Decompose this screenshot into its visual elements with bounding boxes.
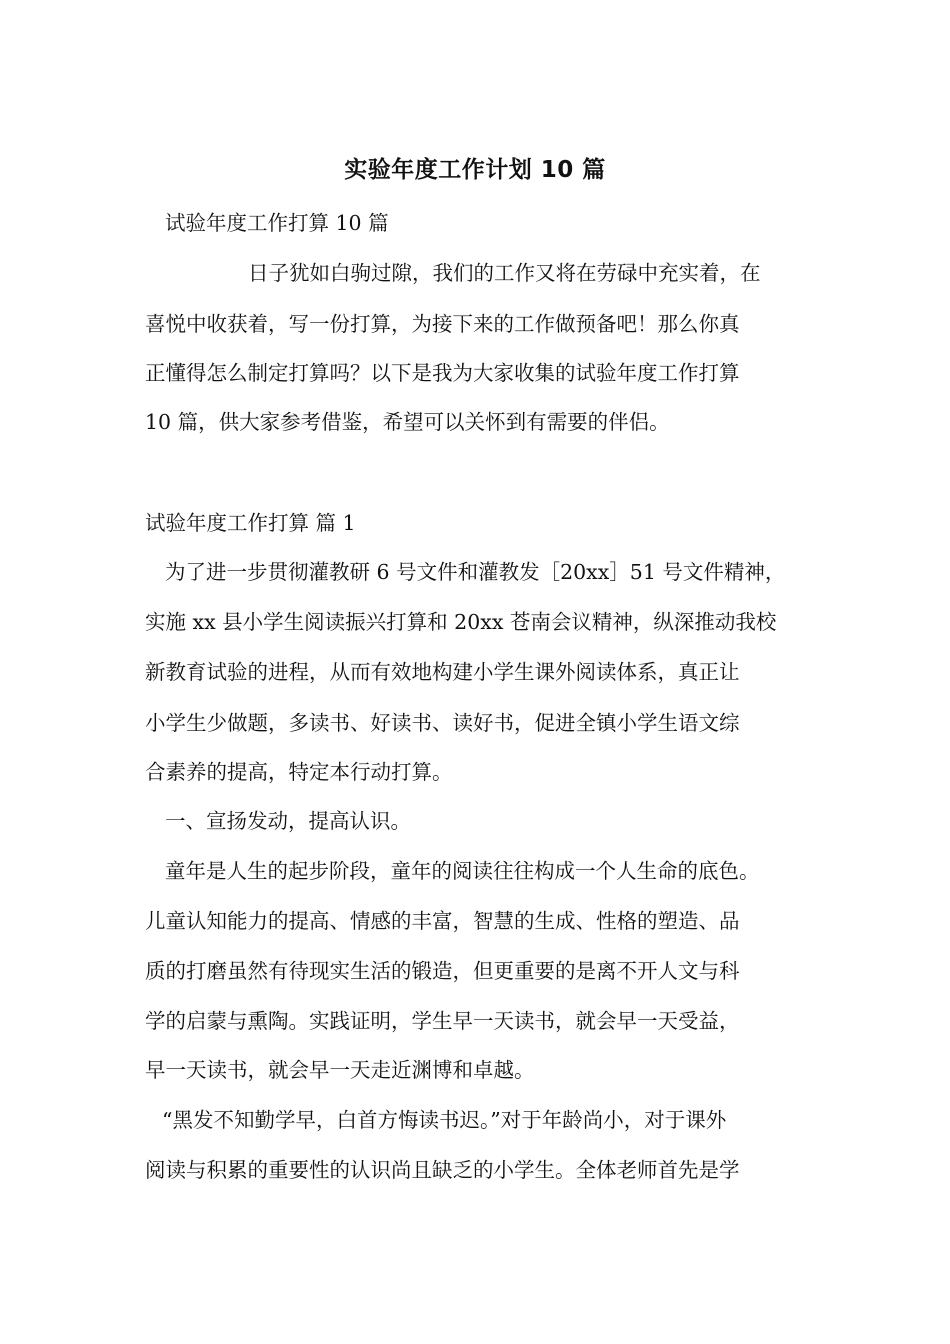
section-heading: 试验年度工作打算 篇 1 (145, 511, 356, 535)
document-title: 实验年度工作计划 10 篇 (344, 157, 606, 183)
paragraph-line: 小学生少做题，多读书、好读书、读好书，促进全镇小学生语文综 (145, 711, 740, 735)
item-heading: 一、宣扬发动，提高认识。 (165, 809, 411, 833)
intro-line: 喜悦中收获着，写一份打算，为接下来的工作做预备吧！那么你真 (145, 312, 740, 336)
intro-line: 正懂得怎么制定打算吗？以下是我为大家收集的试验年度工作打算 (145, 361, 740, 385)
intro-line: 10 篇，供大家参考借鉴，希望可以关怀到有需要的伴侣。 (145, 410, 670, 434)
paragraph-line: 为了进一步贯彻灌教研 6 号文件和灌教发［20xx］51 号文件精神， (165, 560, 786, 584)
paragraph-line: “黑发不知勤学早，白首方悔读书迟。”对于年龄尚小，对于课外 (162, 1108, 727, 1132)
paragraph-line: 阅读与积累的重要性的认识尚且缺乏的小学生。全体老师首先是学 (145, 1158, 740, 1182)
paragraph-line: 童年是人生的起步阶段，童年的阅读往往构成一个人生命的底色。 (165, 859, 760, 883)
paragraph-line: 合素养的提高，特定本行动打算。 (145, 760, 453, 784)
paragraph-line: 新教育试验的进程，从而有效地构建小学生课外阅读体系，真正让 (145, 660, 740, 684)
paragraph-line: 早一天读书，就会早一天走近渊博和卓越。 (145, 1058, 535, 1082)
paragraph-line: 儿童认知能力的提高、情感的丰富，智慧的生成、性格的塑造、品 (145, 909, 740, 933)
paragraph-line: 实施 xx 县小学生阅读振兴打算和 20xx 苍南会议精神，纵深推动我校 (145, 610, 777, 634)
intro-line: 日子犹如白驹过隙，我们的工作又将在劳碌中充实着，在 (248, 261, 761, 285)
document-subtitle: 试验年度工作打算 10 篇 (165, 211, 389, 235)
paragraph-line: 学的启蒙与熏陶。实践证明，学生早一天读书，就会早一天受益， (145, 1009, 740, 1033)
paragraph-line: 质的打磨虽然有待现实生活的锻造，但更重要的是离不开人文与科 (145, 959, 740, 983)
